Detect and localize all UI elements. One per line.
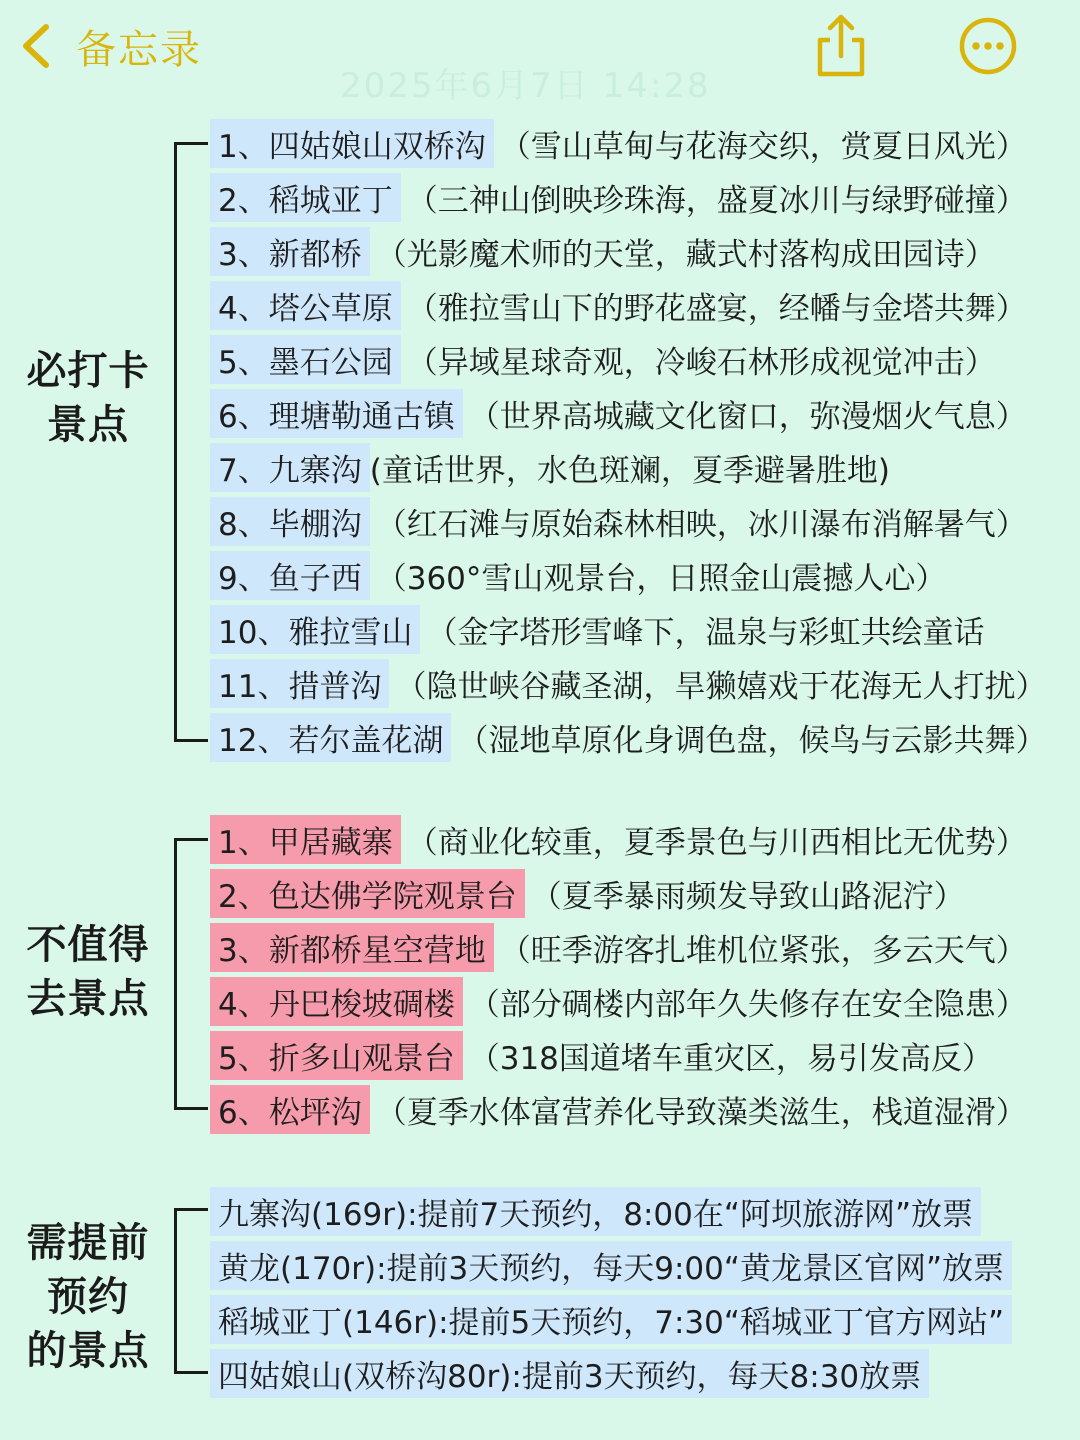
list-item (210, 920, 1027, 974)
section-title-line: 需提前 (26, 1220, 150, 1266)
item-name: 4、丹巴梭坡碉楼 (210, 977, 463, 1026)
item-name: 5、折多山观景台 (210, 1031, 463, 1080)
item-desc: (童话世界，水色斑斓，夏季避暑胜地) (369, 452, 890, 489)
item-desc: （世界高城藏文化窗口，弥漫烟火气息） (468, 398, 1027, 435)
section-title (14, 344, 162, 452)
back-label: 备忘录 (76, 26, 202, 73)
list-item (210, 386, 1046, 440)
more-icon (958, 16, 1018, 76)
item-name: 10、雅拉雪山 (210, 605, 420, 654)
item-text: 四姑娘山(双桥沟80r):提前3天预约，每天8:30放票 (210, 1349, 929, 1398)
list-item (210, 1292, 1012, 1346)
section-not-worth (0, 812, 1080, 1142)
share-button[interactable] (812, 12, 870, 80)
item-desc: （雅拉雪山下的野花盛宴，经幡与金塔共舞） (406, 290, 1027, 327)
item-desc: （360°雪山观景台，日照金山震撼人心） (375, 560, 947, 597)
section-title (14, 1216, 162, 1378)
section-title-line: 景点 (47, 402, 129, 448)
list-item (210, 1346, 1012, 1400)
item-name: 8、毕棚沟 (210, 497, 370, 546)
section-must-visit (0, 116, 1080, 766)
bracket (174, 838, 208, 1110)
list-item (210, 278, 1046, 332)
item-name: 3、新都桥 (210, 227, 370, 276)
list-item (210, 866, 1027, 920)
item-desc: （金字塔形雪峰下，温泉与彩虹共绘童话 (426, 614, 985, 651)
list-item (210, 656, 1046, 710)
attraction-list (210, 116, 1046, 764)
item-desc: （旺季游客扎堆机位紧张，多云天气） (499, 932, 1027, 969)
list-item (210, 548, 1046, 602)
item-name: 4、塔公草原 (210, 281, 401, 330)
item-name: 1、四姑娘山双桥沟 (210, 119, 494, 168)
item-name: 11、措普沟 (210, 659, 389, 708)
section-title-line: 不值得 (26, 922, 150, 968)
list-item (210, 812, 1027, 866)
bracket (174, 142, 208, 742)
item-desc: （夏季暴雨频发导致山路泥泞） (530, 878, 965, 915)
item-desc: （雪山草甸与花海交织，赏夏日风光） (499, 128, 1027, 165)
item-name: 2、色达佛学院观景台 (210, 869, 525, 918)
note-date: 2025年6月7日 14:28 (340, 66, 711, 106)
item-name: 9、鱼子西 (210, 551, 370, 600)
back-button[interactable] (16, 18, 202, 74)
more-button[interactable] (958, 16, 1018, 76)
section-reservation (0, 1184, 1080, 1404)
section-title (14, 918, 162, 1026)
list-item (210, 1082, 1027, 1136)
top-bar (0, 0, 1080, 106)
item-desc: （三神山倒映珍珠海，盛夏冰川与绿野碰撞） (406, 182, 1027, 219)
list-item (210, 1028, 1027, 1082)
list-item (210, 974, 1027, 1028)
section-title-line: 必打卡 (26, 348, 150, 394)
list-item (210, 710, 1046, 764)
list-item (210, 332, 1046, 386)
reservation-list (210, 1184, 1012, 1400)
list-item (210, 494, 1046, 548)
item-desc: （隐世峡谷藏圣湖，旱獭嬉戏于花海无人打扰） (395, 668, 1047, 705)
item-text: 九寨沟(169r):提前7天预约，8:00在“阿坝旅游网”放票 (210, 1187, 981, 1236)
item-desc: （部分碉楼内部年久失修存在安全隐患） (468, 986, 1027, 1023)
item-desc: （光影魔术师的天堂，藏式村落构成田园诗） (375, 236, 996, 273)
item-name: 1、甲居藏寨 (210, 815, 401, 864)
item-desc: （红石滩与原始森林相映，冰川瀑布消解暑气） (375, 506, 1027, 543)
section-title-line: 预约 (47, 1274, 129, 1320)
item-name: 6、理塘勒通古镇 (210, 389, 463, 438)
item-text: 稻城亚丁(146r):提前5天预约，7:30“稻城亚丁官方网站” (210, 1295, 1012, 1344)
list-item (210, 602, 1046, 656)
section-title-line: 去景点 (26, 976, 150, 1022)
list-item (210, 440, 1046, 494)
item-text: 黄龙(170r):提前3天预约，每天9:00“黄龙景区官网”放票 (210, 1241, 1012, 1290)
item-desc: （夏季水体富营养化导致藻类滋生，栈道湿滑） (375, 1094, 1027, 1131)
item-name: 7、九寨沟 (210, 443, 370, 492)
attraction-list (210, 812, 1027, 1136)
bracket (174, 1208, 208, 1374)
item-name: 3、新都桥星空营地 (210, 923, 494, 972)
section-title-line: 的景点 (26, 1328, 150, 1374)
item-desc: （异域星球奇观，冷峻石林形成视觉冲击） (406, 344, 996, 381)
list-item (210, 1238, 1012, 1292)
list-item (210, 170, 1046, 224)
item-desc: （318国道堵车重灾区，易引发高反） (468, 1040, 993, 1077)
item-name: 6、松坪沟 (210, 1085, 370, 1134)
list-item (210, 1184, 1012, 1238)
item-name: 2、稻城亚丁 (210, 173, 401, 222)
item-name: 12、若尔盖花湖 (210, 713, 451, 762)
item-name: 5、墨石公园 (210, 335, 401, 384)
list-item (210, 116, 1046, 170)
item-desc: （商业化较重，夏季景色与川西相比无优势） (406, 824, 1027, 861)
share-icon (812, 12, 870, 80)
chevron-left-icon (16, 19, 56, 73)
item-desc: （湿地草原化身调色盘，候鸟与云影共舞） (457, 722, 1047, 759)
list-item (210, 224, 1046, 278)
